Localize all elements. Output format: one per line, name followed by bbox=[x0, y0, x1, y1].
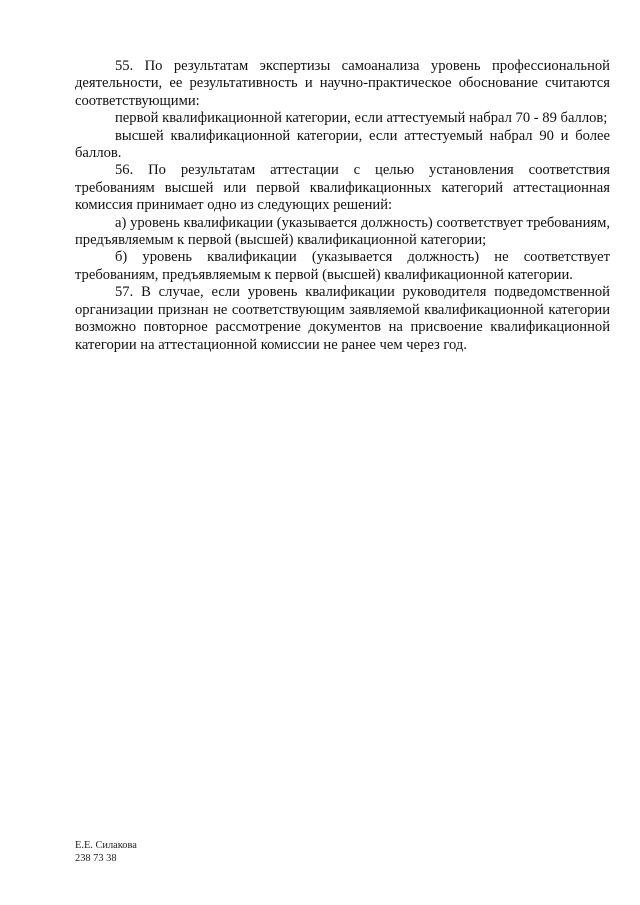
paragraph-55: 55. По результатам экспертизы самоанализа уровень профессиональной деятельности, ее результативность и научно-практическое обоснование считаются соответствующими: bbox=[75, 58, 610, 109]
paragraph-56: 56. По результатам аттестации с целью установления соответствия требованиям высшей или первой квалификационных категорий аттестационная комиссия принимает одно из следующих решений: bbox=[75, 162, 610, 214]
footer-author: Е.Е. Силакова bbox=[75, 840, 137, 851]
document-body bbox=[75, 58, 610, 354]
paragraph-56-option-b: б) уровень квалификации (указывается должность) не соответствует требованиям, предъявляемым к первой (высшей) квалификационной категории. bbox=[75, 249, 610, 283]
paragraph-57: 57. В случае, если уровень квалификации руководителя подведомственной организации признан не соответствующим заявляемой квалификационной категории возможно повторное рассмотрение документов на присвоение квалификационной категории на аттестационной комиссии не ранее чем через год. bbox=[75, 284, 610, 353]
paragraph-56-option-a: а) уровень квалификации (указывается должность) соответствует требованиям, предъявляемым к первой (высшей) квалификационной категории; bbox=[75, 214, 610, 249]
paragraph-55-first-category: первой квалификационной категории, если аттестуемый набрал 70 - 89 баллов; bbox=[115, 110, 608, 127]
footer-phone: 238 73 38 bbox=[75, 853, 117, 864]
paragraph-55-highest-category: высшей квалификационной категории, если аттестуемый набрал 90 и более баллов. bbox=[75, 127, 610, 162]
footer-contact bbox=[75, 839, 137, 865]
